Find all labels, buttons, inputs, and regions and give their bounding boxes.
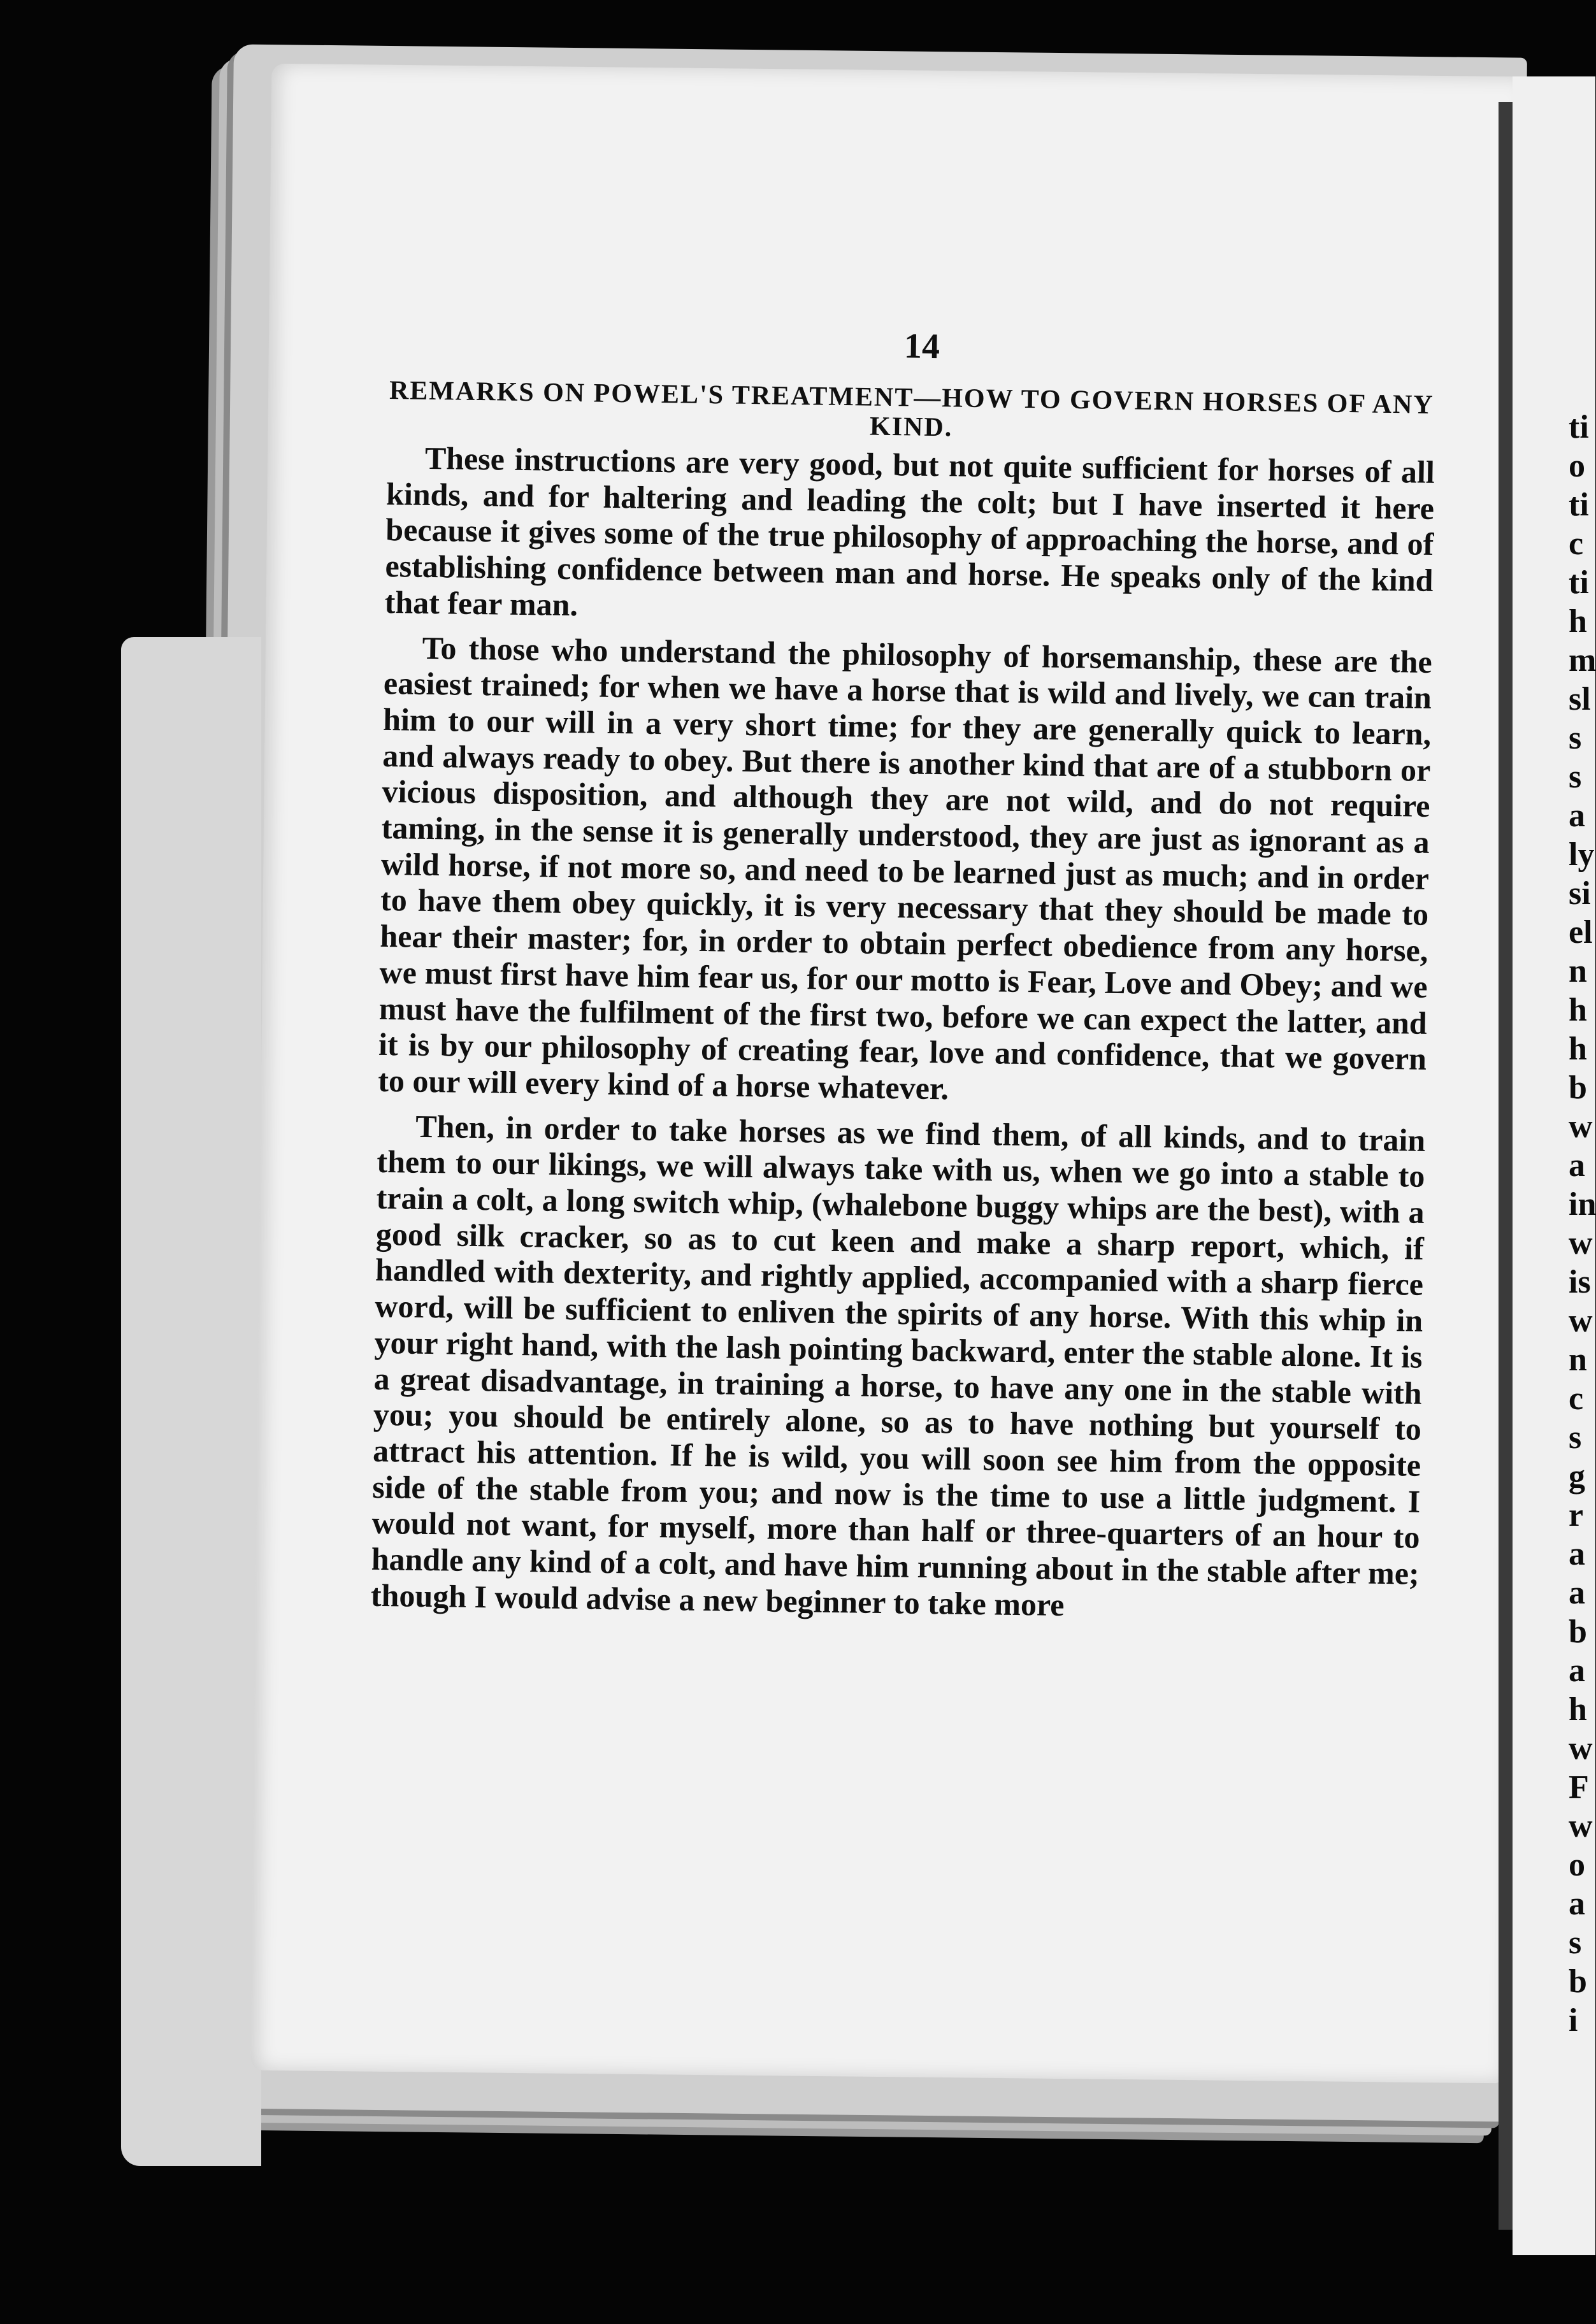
facing-page-fragment: a: [1569, 1653, 1585, 1689]
facing-page-fragment: i: [1569, 2002, 1578, 2039]
facing-page-fragment: b: [1569, 1614, 1587, 1650]
page-content: [370, 319, 1436, 1637]
facing-page-fragment: m: [1569, 642, 1596, 678]
paragraph: Then, in order to take horses as we find them, of all kinds, and to train them to our likings, we will always take with us, when we go into a stable to train a colt, a long switch whip, (whalebone buggy whips are the best), with a good silk cracker, so as to cut keen and make a sharp report, which, if handled with dexterity, and rightly applied, accompanied with a sharp fierce word, will be sufficient to enliven the spirits of any horse. With this whip in your right hand, with the lash pointing backward, enter the stable alone. It is a great disadvantage, in training a horse, to have any one in the stable with you; you should be entirely alone, so as to have nothing but yourself to attract his attention. If he is wild, you will soon see him from the opposite side of the stable from you; and now is the time to use a little judgment. I would not want, for myself, more than half or three-quarters of an hour to handle any kind of a colt, and have him running about in the stable after me; though I would advise a new beginner to take more: [370, 1108, 1426, 1623]
facing-page-fragment: w: [1569, 1808, 1593, 1844]
page-number: 14: [903, 326, 940, 367]
facing-page-fragment: in: [1569, 1186, 1596, 1223]
facing-page-fragment: o: [1569, 1847, 1585, 1883]
facing-page-fragment: ti: [1569, 487, 1589, 523]
facing-page-fragment: a: [1569, 1536, 1585, 1572]
facing-page-fragment: a: [1569, 1147, 1585, 1184]
facing-page-fragment: b: [1569, 1963, 1587, 2000]
facing-page-fragment: n: [1569, 1342, 1587, 1378]
facing-page-fragment: c: [1569, 526, 1584, 562]
facing-page-fragment: g: [1569, 1458, 1585, 1495]
paragraph: To those who understand the philosophy of horsemanship, these are the easiest trained; for when we have a horse that is wild and lively, we can train him to our will in a very short time; for they are generally quick to learn, and always ready to obey. But there is another kind that are of a stubborn or vicious disposition, and although they are not wild, and do not require taming, in the sense it is generally understood, they are just as ignorant as a wild horse, if not more so, and need to be learned just as much; and in order to have them obey quickly, it is very necessary that they should be made to hear their master; for, in order to obtain perfect obedience from any horse, we must first have him fear us, for our motto is Fear, Love and Obey; and we must have the fulfilment of the first two, before we can expect the latter, and it is by our philosophy of creating fear, love and confidence, that we govern to our will every kind of a horse whatever.: [377, 629, 1433, 1107]
facing-page-fragment: h: [1569, 1691, 1587, 1728]
facing-page-fragment: a: [1569, 1575, 1585, 1611]
chapter-heading: REMARKS ON POWEL'S TREATMENT—HOW TO GOVERN HORSES OF ANY KIND.: [389, 376, 1434, 443]
facing-page-fragment: h: [1569, 1031, 1587, 1067]
book-cover-edge: [121, 637, 261, 2166]
facing-page-fragment: ti: [1569, 409, 1589, 445]
facing-page-fragment: s: [1569, 1925, 1582, 1961]
facing-page-fragment: b: [1569, 1070, 1587, 1106]
facing-page-fragment: h: [1569, 603, 1587, 640]
facing-page-fragment: w: [1569, 1225, 1593, 1261]
facing-page-fragment: F: [1569, 1769, 1589, 1805]
facing-page-text: [1569, 408, 1594, 2040]
facing-page-fragment: c: [1569, 1381, 1584, 1417]
facing-page-fragment: a: [1569, 1886, 1585, 1922]
facing-page-fragment: a: [1569, 798, 1585, 834]
facing-page-fragment: n: [1569, 953, 1587, 989]
facing-page-fragment: w: [1569, 1730, 1593, 1767]
facing-page-fragment: s: [1569, 720, 1582, 756]
paragraph: These instructions are very good, but not quite sufficient for horses of all kinds, and for haltering and leading the colt; but I have inserted it here because it gives some of the true philosophy of approaching the horse, and of establishing confidence between man and horse. He speaks only of the kind that fear man.: [384, 440, 1435, 622]
facing-page-fragment: ly: [1569, 836, 1595, 873]
facing-page-fragment: sl: [1569, 681, 1591, 717]
facing-page-fragment: o: [1569, 448, 1585, 484]
facing-page-fragment: h: [1569, 992, 1587, 1028]
facing-page-fragment: s: [1569, 1419, 1582, 1456]
facing-page-fragment: is: [1569, 1264, 1591, 1300]
facing-page-fragment: w: [1569, 1303, 1593, 1339]
facing-page-fragment: w: [1569, 1108, 1593, 1145]
book-gutter: [1499, 102, 1513, 2230]
facing-page-fragment: si: [1569, 875, 1591, 912]
facing-page-fragment: el: [1569, 914, 1593, 950]
facing-page-fragment: s: [1569, 759, 1582, 795]
facing-page-fragment: r: [1569, 1497, 1584, 1533]
facing-page-fragment: ti: [1569, 564, 1589, 601]
